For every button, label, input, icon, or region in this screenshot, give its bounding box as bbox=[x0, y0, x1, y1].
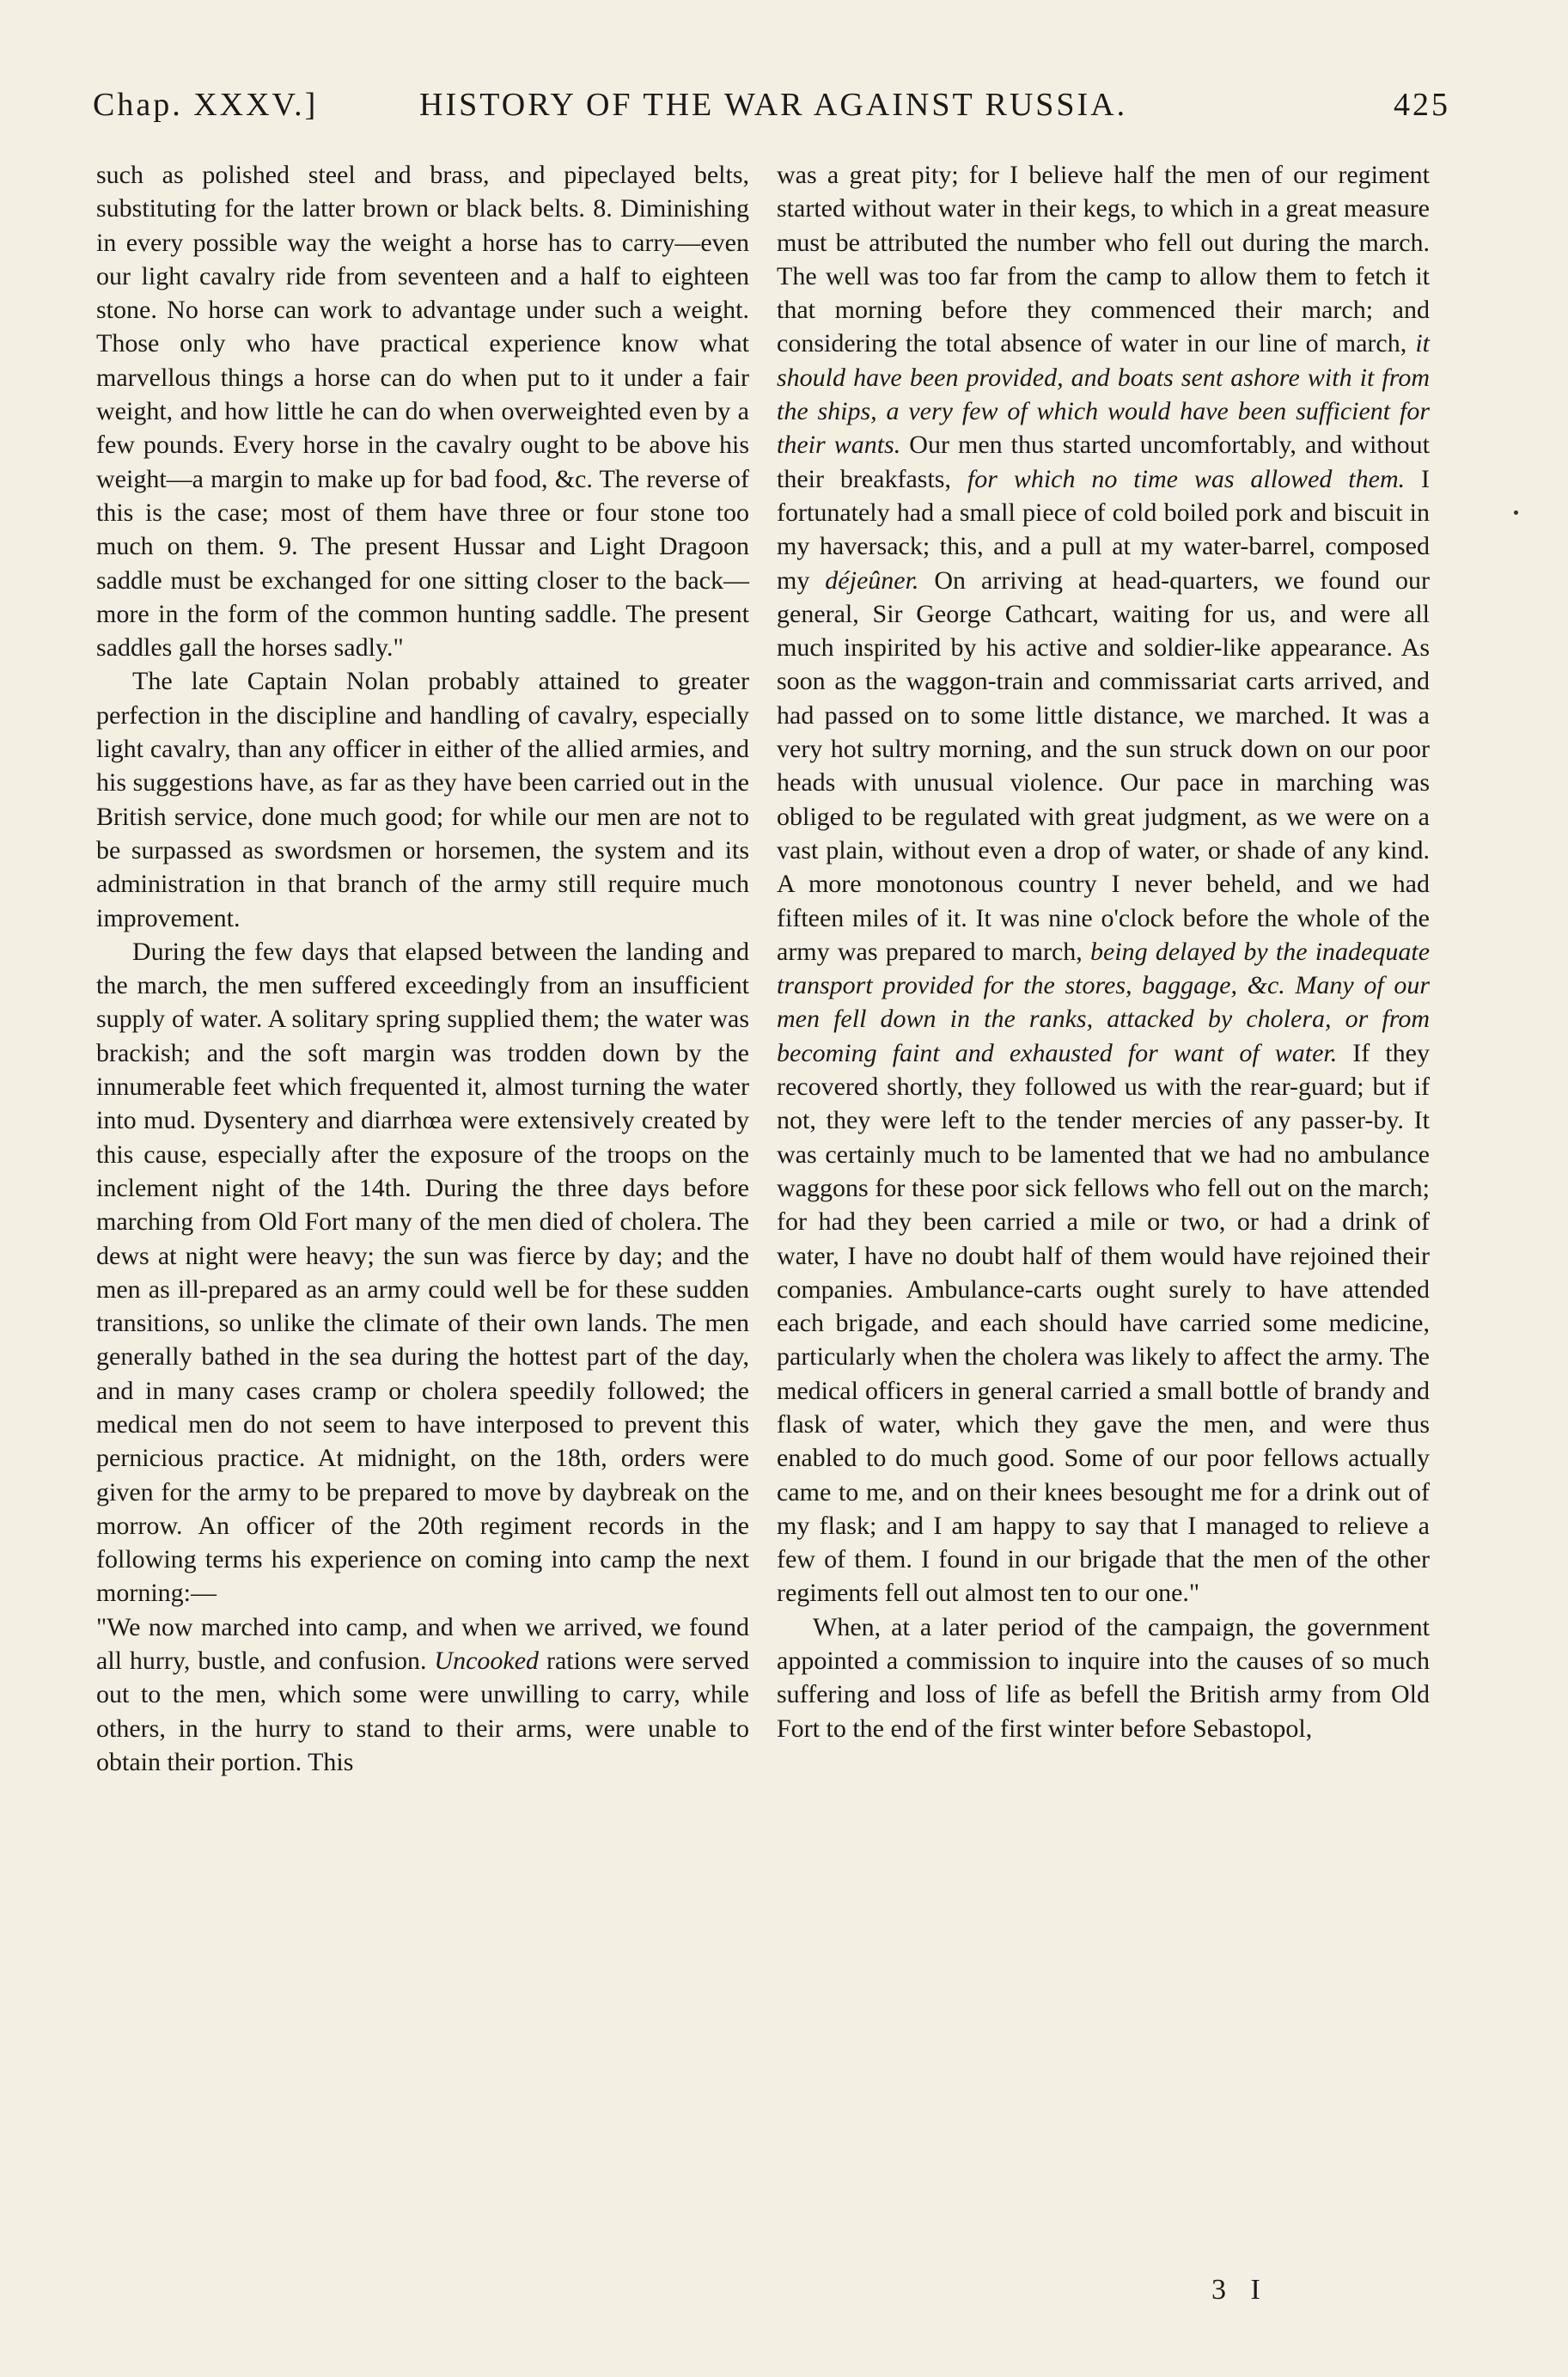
paragraph: The late Captain Nolan probably attained to greater perfection in the discipline and handling of cavalry, especially light cavalry, than any officer in either of the allied armies, and his suggestions have, as far as they have been carried out in the British service, done much good; for while our men are not to be surpassed as swordsmen or horsemen, the system and its administration in that branch of the army still require much improvement. bbox=[96, 667, 749, 932]
italic-run: for which no time was allowed them. bbox=[967, 464, 1406, 493]
text-run: rations were served out to the men, which some were unwilling to carry, while others, in the hurry to stand to their arms, were unable to obtain their portion. This bbox=[96, 1647, 750, 1776]
quotation-paragraph bbox=[777, 158, 1430, 1610]
text-run: was a great pity; for I believe half the men of our regiment started without water in their kegs, to which in a great measure must be attributed the number who fell out during the march. The well was too far from the camp to allow them to fetch it that morning before they commenced their march; and considering the total absence of water in our line of march, bbox=[777, 161, 1430, 358]
text-run: I fortunately had a small piece of cold boiled pork and biscuit in my haversack; this, and a pull at my water-barrel, composed my bbox=[777, 464, 1431, 595]
italic-run: being delayed by the inadequate transport provided for the stores, baggage, &c. Many of our men fell down in the ranks, attacked by cholera, or from becoming faint and exhausted for want of water. bbox=[777, 937, 1431, 1067]
chapter-label: Chap. XXXV.] bbox=[93, 87, 319, 123]
right-column bbox=[777, 158, 1430, 2255]
italic-run: Uncooked bbox=[434, 1647, 540, 1676]
text-run: "We now marched into camp, and when we arrived, we found all hurry, bustle, and confusion. bbox=[96, 1612, 749, 1676]
text-run: If they recovered shortly, they followed us with the rear-guard; but if not, they were left to the tender mercies of any passer-by. It was certainly much to be lamented that we had no ambulance waggons for these poor sick fellows who fell out on the march; for had they been carried a mile or two, or had a drink of water, I have no doubt half of them would have rejoined their companies. Ambulance-carts ought surely to have attended each brigade, and each should have carried some medicine, particularly when the cholera was likely to affect the army. The medical officers in general carried a small bottle of brandy and flask of water, which they gave the men, and were thus enabled to do much good. Some of our poor fellows actually came to me, and on their knees besought me for a drink out of my flask; and I am happy to say that I managed to relieve a few of them. I found in our brigade that the men of the other regiments fell out almost ten to our one." bbox=[777, 1038, 1430, 1608]
running-title: HISTORY OF THE WAR AGAINST RUSSIA. bbox=[419, 87, 1128, 123]
paragraph: such as polished steel and brass, and pipeclayed belts, substituting for the latter brown or black belts. 8. Diminishing in every possible way the weight a horse has to carry—even our light cavalry ride from seventeen and a half to eighteen stone. No horse can work to advantage under such a weight. Those only who have practical experience know what marvellous things a horse can do when put to it under a fair weight, and how little he can do when overweighted even by a few pounds. Every horse in the cavalry ought to be above his weight—a margin to make up for bad food, &c. The reverse of this is the case; most of them have three or four stone too much on them. 9. The present Hussar and Light Dragoon saddle must be exchanged for one sitting closer to the back—more in the form of the common hunting saddle. The present saddles gall the horses sadly." bbox=[96, 161, 749, 663]
left-column bbox=[96, 158, 749, 2255]
paragraph: When, at a later period of the campaign, the government appointed a commission to inquire into the causes of so much suffering and loss of life as befell the British army from Old Fort to the end of the first winter before Sebastopol, bbox=[777, 1612, 1430, 1743]
printer-signature-mark: 3 I bbox=[1211, 2274, 1269, 2306]
page-number: 425 bbox=[1394, 87, 1450, 123]
italic-run: déjeûner. bbox=[825, 565, 919, 595]
running-header bbox=[93, 86, 1450, 134]
paragraph: During the few days that elapsed between the landing and the march, the men suffered exceedingly from an insufficient supply of water. A solitary spring supplied them; the water was brackish; and the soft margin was trodden down by the innumerable feet which frequented it, almost turning the water into mud. Dysentery and diarrhœa were extensively created by this cause, especially after the exposure of the troops on the inclement night of the 14th. During the three days before marching from Old Fort many of the men died of cholera. The dews at night were heavy; the sun was fierce by day; and the men as ill-prepared as an army could well be for these sudden transitions, so unlike the climate of their own lands. The men generally bathed in the sea during the hottest part of the day, and in many cases cramp or cholera speedily followed; the medical men do not seem to have interposed to prevent this pernicious practice. At midnight, on the 18th, orders were given for the army to be prepared to move by daybreak on the morrow. An officer of the 20th regiment records in the following terms his experience on coming into camp the next morning:— bbox=[96, 937, 749, 1608]
italic-run: it should have been provided, and boats sent ashore with it from the ships, a very few of which would have been sufficient for their wants. bbox=[777, 329, 1431, 460]
text-run: On arriving at head-quarters, we found our general, Sir George Cathcart, waiting for us, and were all much inspirited by his active and soldier-like appearance. As soon as the waggon-train and commissariat carts arrived, and had passed on to some little distance, we marched. It was a very hot sultry morning, and the sun struck down on our poor heads with unusual violence. Our pace in marching was obliged to be regulated with great judgment, as we were on a vast plain, without even a drop of water, or shade of any kind. A more monotonous country I never beheld, and we had fifteen miles of it. It was nine o'clock before the whole of the army was prepared to march, bbox=[777, 565, 1431, 966]
text-run: Our men thus started uncomfortably, and without their breakfasts, bbox=[777, 431, 1430, 493]
paper-speck bbox=[1514, 510, 1518, 515]
quotation-paragraph bbox=[96, 1610, 749, 1779]
